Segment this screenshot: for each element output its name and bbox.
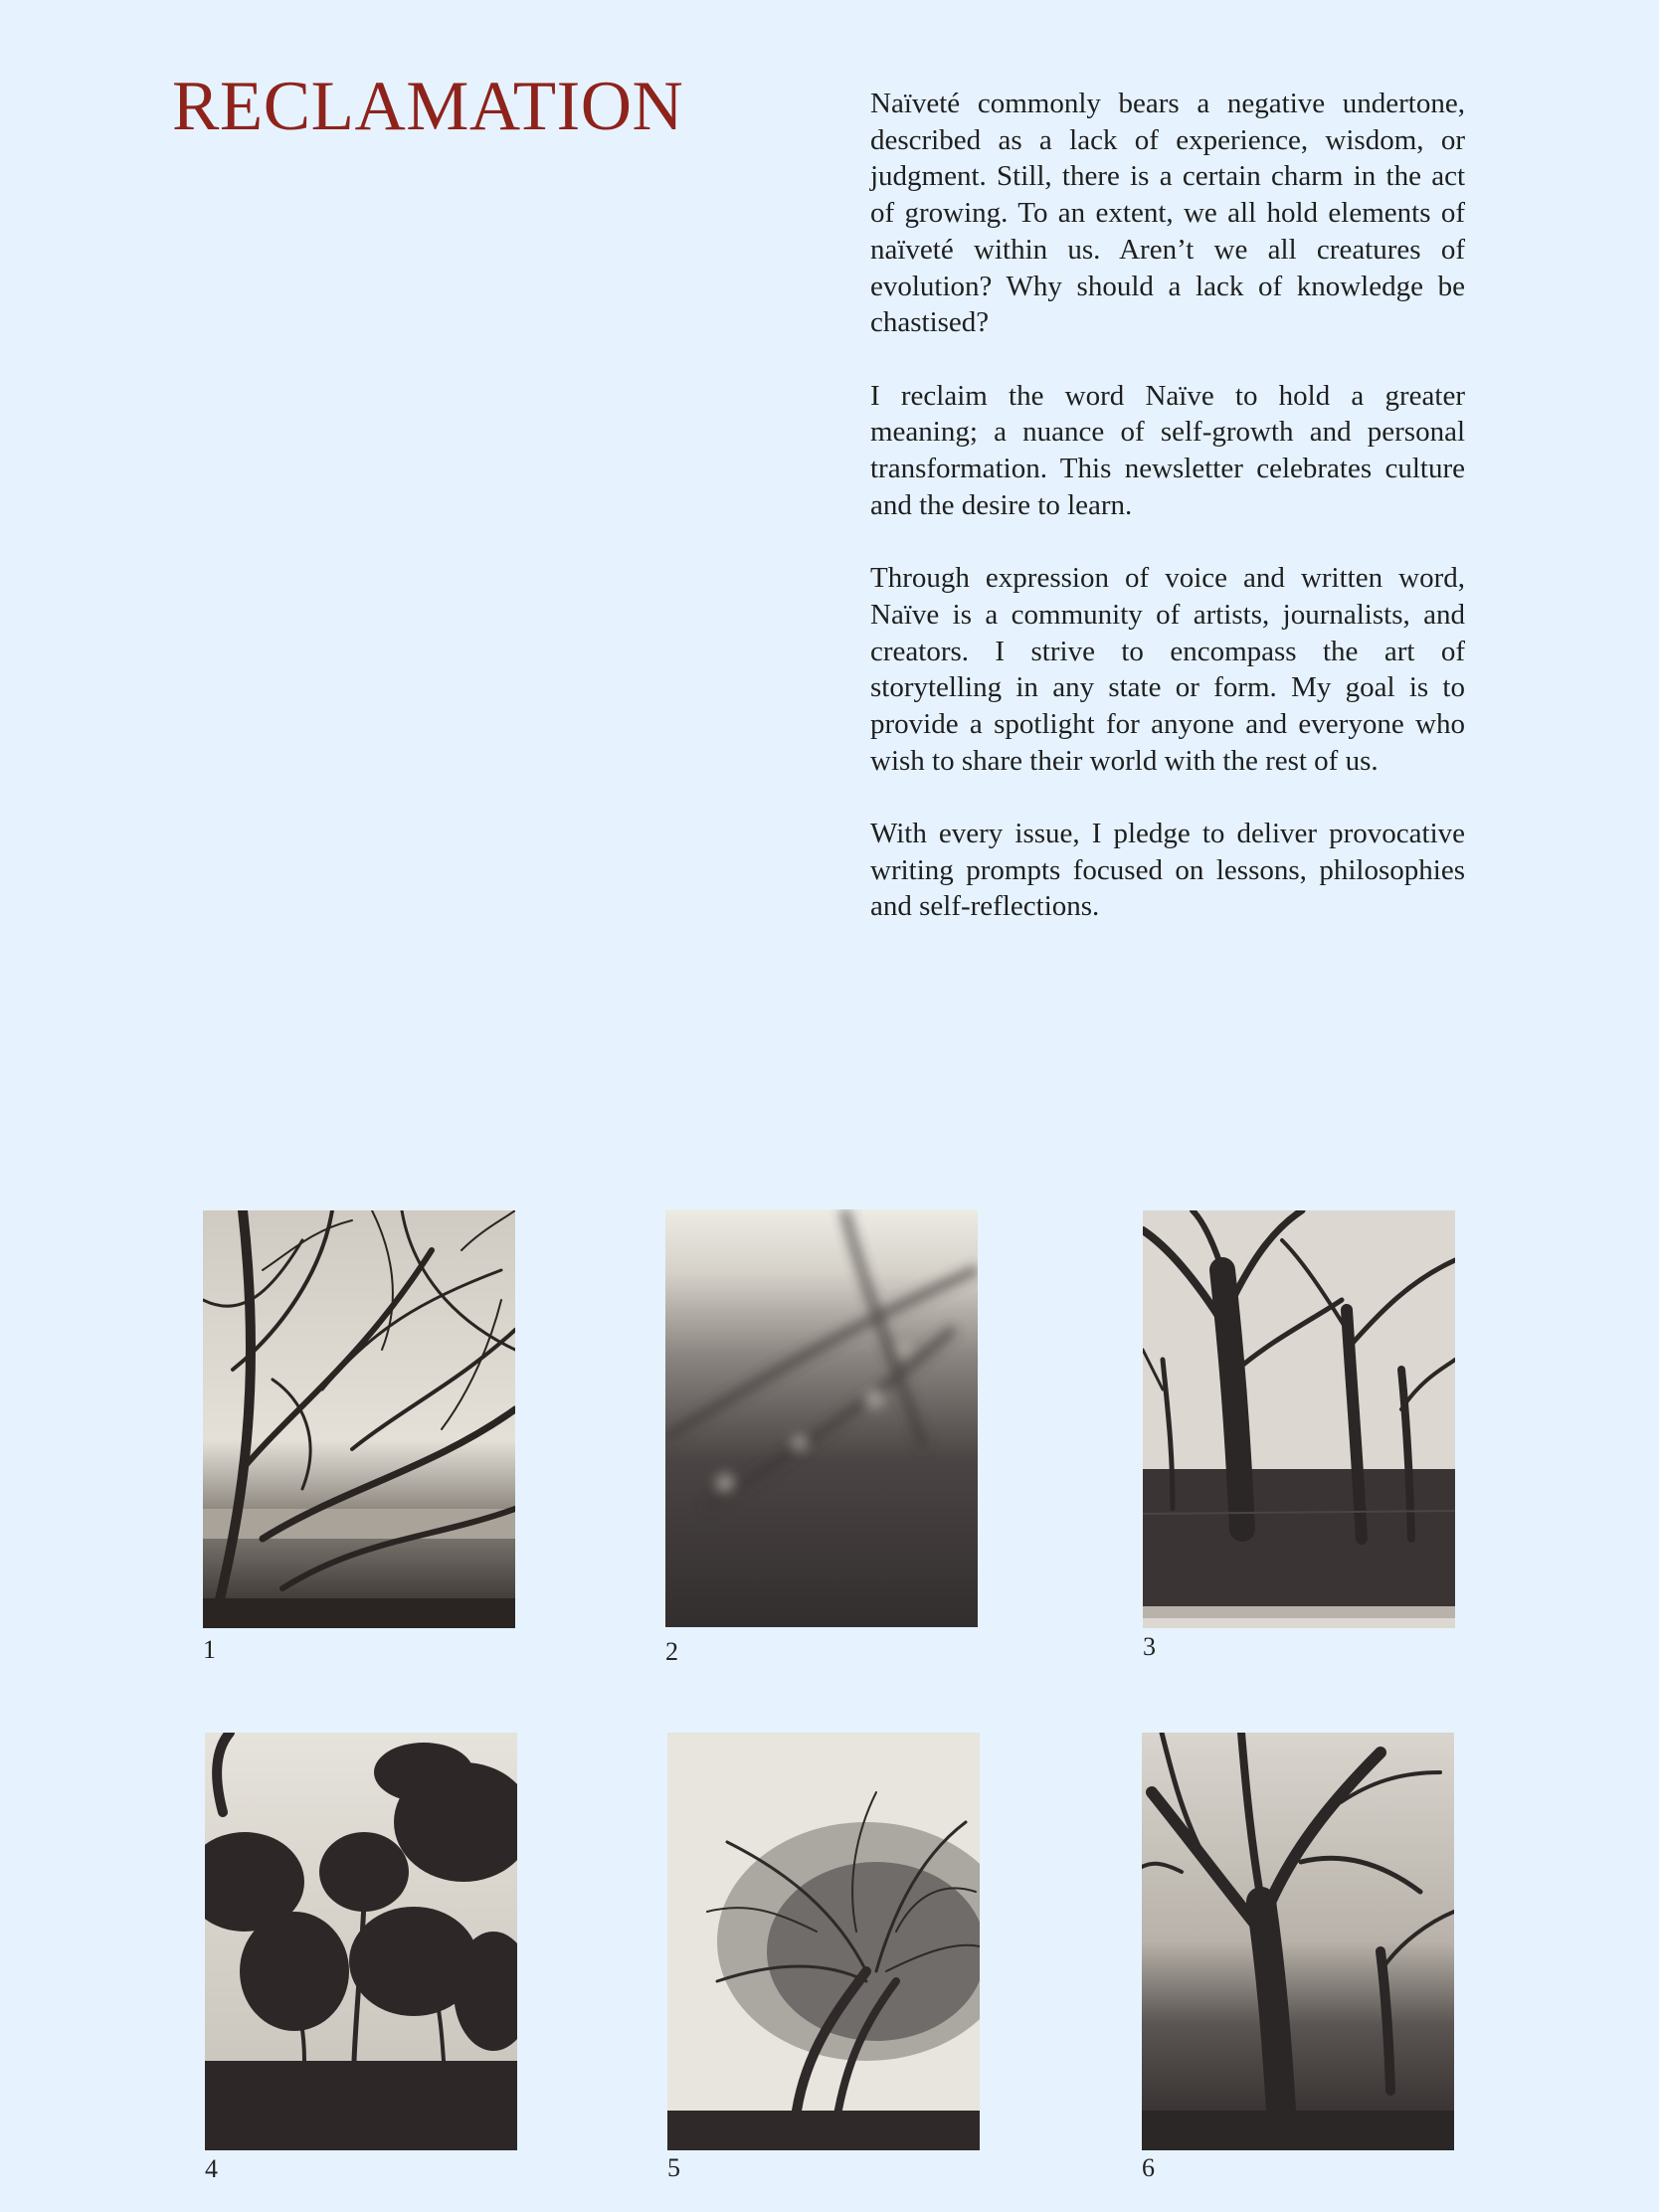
- photo-3: [1143, 1210, 1455, 1628]
- photo-3-caption: 3: [1143, 1632, 1156, 1661]
- photo-1-caption: 1: [203, 1635, 216, 1664]
- photo-6-caption: 6: [1142, 2153, 1155, 2182]
- photo-5: [667, 1733, 980, 2150]
- paragraph-3: Through expression of voice and written word, Naïve is a community of artists, journalists, and creators. I strive to encompass the art of storytelling in any state or form. My goal is to provide a spotlight for anyone and everyone who wish to share their world with the rest of us.: [870, 562, 1465, 777]
- intro-text: [870, 86, 1465, 962]
- paragraph-4: With every issue, I pledge to deliver provocative writing prompts focused on lessons, philosophies and self-reflections.: [870, 818, 1465, 923]
- photo-4-caption: 4: [205, 2154, 218, 2183]
- photo-1: [203, 1210, 515, 1628]
- paragraph-2: I reclaim the word Naïve to hold a greater meaning; a nuance of self-growth and personal transformation. This newsletter celebrates culture and the desire to learn.: [870, 379, 1465, 521]
- photo-2-caption: 2: [665, 1637, 678, 1666]
- photo-6: [1142, 1733, 1454, 2150]
- photo-5-caption: 5: [667, 2153, 680, 2182]
- photo-4: [205, 1733, 517, 2150]
- page-title: RECLAMATION: [172, 68, 684, 145]
- paragraph-1: Naïveté commonly bears a negative undertone, described as a lack of experience, wisdom, or judgment. Still, there is a certain charm in the act of growing. To an extent, we all hold elements of naïveté within us. Aren’t we all creatures of evolution? Why should a lack of knowledge be chastised?: [870, 88, 1465, 339]
- photo-2: [665, 1209, 978, 1627]
